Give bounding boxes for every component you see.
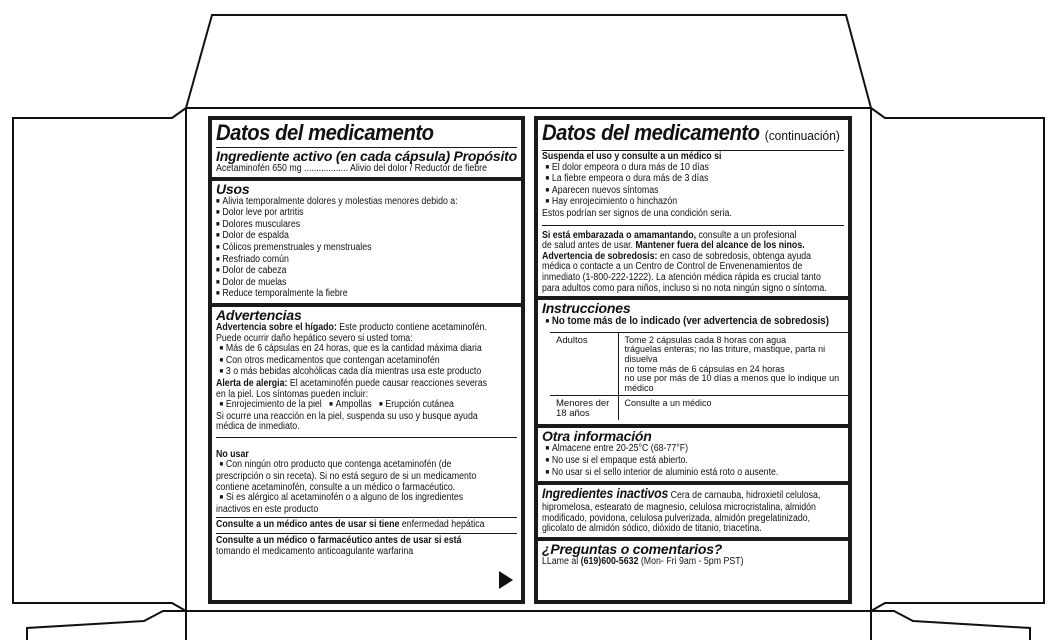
dosing-line: tráguelas enteras; no las triture, mastique, parta ni disuelva (624, 344, 826, 364)
pregnancy-label: Si está embarazada o amamantando, (542, 229, 697, 241)
directions-bullet: ■ No tome más de lo indicado (ver advertencia de sobredosis) (542, 316, 842, 329)
overdose-text2: médica o contacte a un Centro de Control de Envenenamientos de (542, 261, 803, 273)
stop-use-item: ■ El dolor empeora o dura más de 10 días (542, 163, 842, 175)
ask-doctor-label: Consulte a un médico antes de usar si tiene (216, 519, 400, 531)
top-flap-outline (186, 15, 871, 108)
use-item: ■ Dolor de cabeza (216, 266, 515, 278)
age-group: Menores der 18 años (550, 396, 618, 421)
stop-use-item: ■ Hay enrojecimiento o hinchazón (542, 197, 842, 209)
allergy-alert-text2: en la piel. Los síntomas pueden incluir: (216, 388, 369, 400)
inactive-ingredients-section (538, 485, 848, 541)
use-item: ■ Cólicos premenstruales y menstruales (216, 243, 515, 255)
panel-title (542, 120, 840, 148)
directions-row (550, 396, 848, 421)
warnings-section (212, 307, 521, 595)
divider (542, 225, 844, 226)
age-group: Adultos (550, 332, 618, 396)
purpose-heading: Propósito (453, 148, 517, 164)
other-info-item: ■ No usar si el sello interior de aluminio está roto o ausente. (542, 468, 842, 480)
warnings-heading: Advertencias (216, 306, 302, 323)
dosing-line: Tome 2 cápsulas cada 8 horas con agua (624, 334, 787, 345)
ask-pharmacist-label: Consulte a un médico o farmacéutico antes de usar si está (216, 535, 462, 547)
stop-use-note: Estos podrían ser signos de una condición seria. (542, 207, 732, 219)
liver-warning-text2: Puede ocurrir daño hepático severo si usted toma: (216, 332, 413, 344)
allergy-symptom: ■ Enrojecimiento de la piel (220, 399, 322, 410)
ask-doctor-text: enfermedad hepática (399, 519, 485, 531)
inactive-ingredients-heading: Ingredientes inactivos (542, 485, 669, 502)
allergy-symptom: ■ Erupción cutánea (379, 399, 454, 410)
continued-label: (continuación) (764, 128, 840, 143)
questions-prefix: LLame al (542, 556, 581, 568)
panel-title-text: Datos del medicamento (542, 120, 760, 145)
divider (216, 533, 517, 534)
overdose-text: en caso de sobredosis, obtenga ayuda (657, 250, 812, 262)
use-item: ■ Dolores musculares (216, 220, 515, 232)
overdose-text4: para adultos como para niños, incluso si no nota ningún signo o síntoma. (542, 282, 827, 294)
do-not-use-item-cont: inactivos en este producto (216, 503, 319, 515)
leader-dots: .................. (304, 163, 349, 174)
allergy-alert-text: El acetaminofén puede causar reacciones severas (287, 377, 487, 389)
keep-out-of-reach: Mantener fuera del alcance de los ninos. (635, 240, 805, 252)
dosing-instructions (618, 396, 848, 421)
do-not-use-item: ■ Con ningún otro producto que contenga acetaminofén (de (216, 460, 515, 472)
allergy-alert-text3: Si ocurre una reacción en la piel, suspenda su uso y busque ayuda (216, 410, 478, 422)
liver-warning-label: Advertencia sobre el hígado: (216, 321, 337, 333)
other-info-heading: Otra información (542, 428, 652, 445)
use-item: ■ Dolor de muelas (216, 278, 515, 290)
bottom-right-flap (871, 611, 1030, 640)
dosing-line: no tome más de 6 cápsulas en 24 horas (624, 363, 785, 374)
use-item: ■ Resfriado común (216, 255, 515, 267)
do-not-use-item-cont: prescripción o sin receta). Si no está seguro de si un medicamento (216, 471, 477, 483)
do-not-use-item-cont: contiene acetaminofén, consulte a un médico o farmacéutico. (216, 481, 456, 493)
allergy-alert-text4: médica de inmediato. (216, 421, 300, 433)
panel-title: Datos del medicamento (216, 120, 434, 145)
stop-use-item: ■ Aparecen nuevos síntomas (542, 186, 842, 198)
other-info-item: ■ No use si el empaque está abierto. (542, 456, 842, 468)
left-flap-outline (13, 108, 186, 611)
active-ingredient-section (212, 120, 521, 181)
directions-table (550, 332, 848, 421)
use-item: ■ Dolor leve por artritis (216, 208, 515, 220)
active-ingredient-heading: Ingrediente activo (en cada cápsula) (216, 148, 450, 164)
active-ingredient-header (216, 149, 517, 164)
pregnancy-overdose-section (538, 230, 848, 301)
inactive-ingredients-text2: hipromelosa, estearato de magnesio, celulosa microcristalina, almidón (542, 502, 816, 514)
other-info-section (538, 428, 848, 485)
right-flap-outline (871, 108, 1044, 611)
use-item: ■ Dolor de espalda (216, 231, 515, 243)
inactive-ingredients-text: Cera de carnauba, hidroxietil celulosa, (668, 490, 821, 502)
drug-facts-panel-right (534, 116, 852, 604)
active-ingredient-row (216, 164, 515, 175)
stop-use-heading: Suspenda el uso y consulte a un médico si (542, 151, 722, 162)
overdose-text3: inmediato (1-800-222-1222). La atención médica rápida es crucial tanto (542, 271, 821, 283)
questions-contact (542, 557, 842, 568)
liver-warning-item: ■ Más de 6 cápsulas en 24 horas, que es la cantidad máxima diaria (216, 344, 515, 356)
questions-section (538, 541, 848, 570)
do-not-use-heading: No usar (216, 448, 249, 460)
ingredient-purpose: Alivio del dolor / Reductor de fiebre (350, 163, 487, 174)
inactive-ingredients-text3: modificado, povidona, celulosa pulverizada, almidón pregelatinizado, (542, 512, 811, 524)
overdose-label: Advertencia de sobredosis: (542, 250, 658, 262)
uses-section (212, 181, 521, 307)
allergy-symptom: ■ Ampollas (329, 399, 372, 410)
divider (216, 437, 517, 438)
liver-warning-item: ■ Con otros medicamentos que contengan acetaminofén (216, 356, 515, 368)
liver-warning-text: Este producto contiene acetaminofén. (336, 321, 487, 333)
pregnancy-text2: de salud antes de usar. (542, 240, 636, 252)
ask-pharmacist-text: tomando el medicamento anticoagulante warfarina (216, 545, 414, 557)
ask-doctor (216, 520, 515, 531)
ingredient-name: Acetaminofén 650 mg (216, 163, 302, 174)
directions-row (550, 332, 848, 396)
stop-use-item: ■ La fiebre empeora o dura más de 3 días (542, 174, 842, 186)
divider (216, 517, 517, 518)
play-arrow-icon (499, 571, 513, 589)
dosing-instructions (618, 332, 848, 396)
liver-warning-item: ■ 3 o más bebidas alcohólicas cada día mientras usa este producto (216, 367, 515, 379)
pregnancy-text: consulte a un profesional (696, 229, 797, 241)
uses-heading: Usos (216, 180, 250, 197)
contact-hours: (Mon- Fri 9am - 5pm PST) (638, 556, 744, 568)
bottom-left-flap (27, 611, 186, 640)
use-item: ■ Reduce temporalmente la fiebre (216, 289, 515, 301)
inactive-ingredients-text4: glicolato de almidón sódico, dióxido de titanio, triacetina. (542, 523, 762, 535)
drug-facts-panel-left (208, 116, 525, 604)
phone-number: (619)600-5632 (580, 556, 639, 568)
directions-section (538, 300, 848, 428)
do-not-use-item: ■ Si es alérgico al acetaminofén o a alguno de los ingredientes (216, 493, 515, 505)
dosing-line: Consulte a un médico (624, 398, 712, 409)
questions-heading: ¿Preguntas o comentarios? (542, 541, 723, 558)
allergy-alert-label: Alerta de alergia: (216, 377, 288, 389)
inactive-ingredients-row (542, 486, 842, 503)
dosing-line: no use por más de 10 días a menos que lo indique un médico (624, 373, 840, 393)
other-info-item: ■ Almacene entre 20-25°C (68-77°F) (542, 444, 842, 456)
use-item: ■ Alivia temporalmente dolores y molestias menores debido a: (216, 197, 515, 209)
directions-heading: Instrucciones (542, 300, 631, 317)
stop-use-section (538, 120, 848, 226)
